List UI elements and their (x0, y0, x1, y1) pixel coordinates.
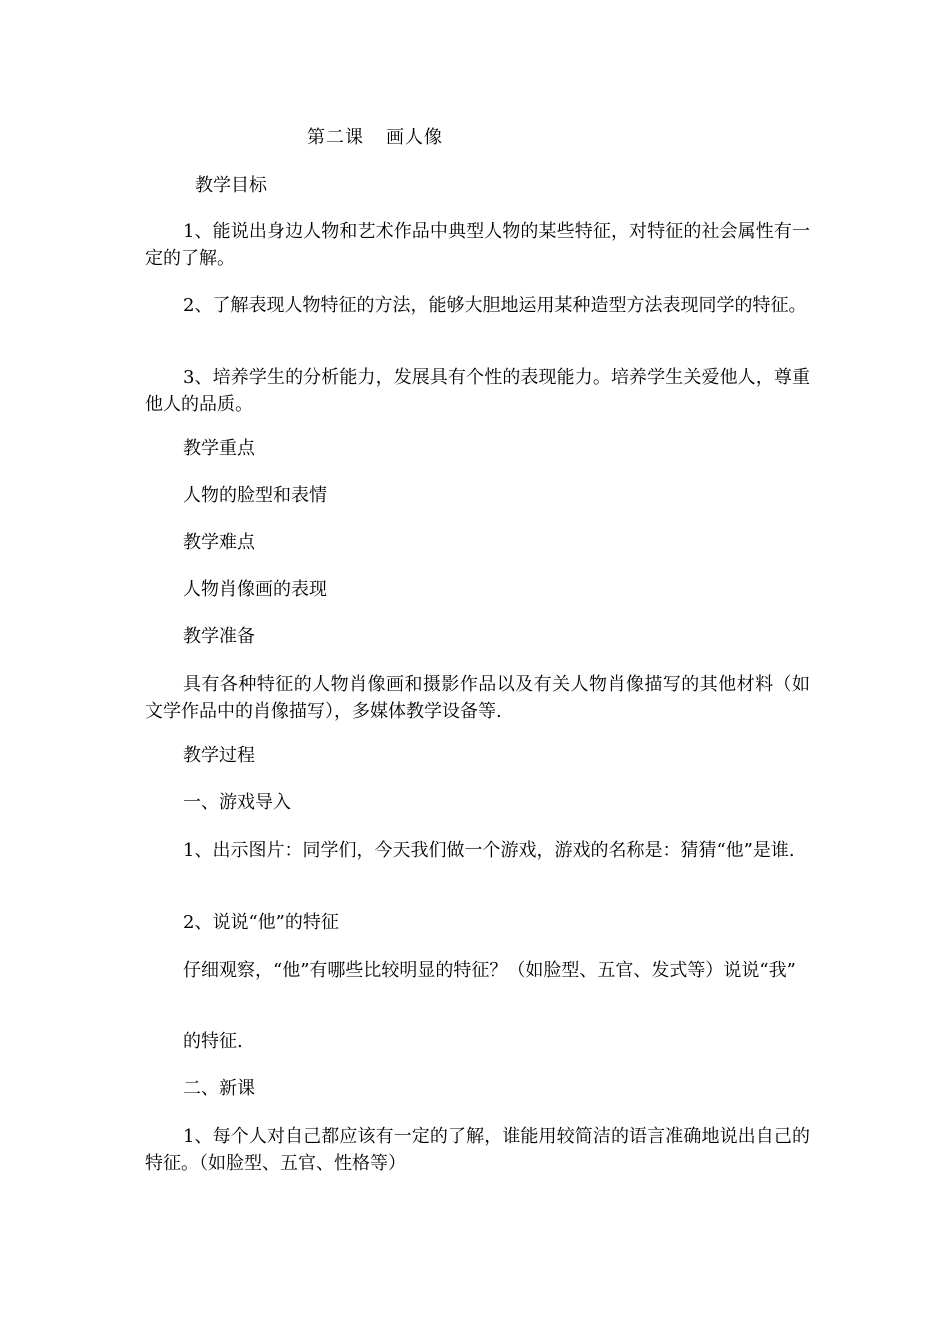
part2-heading: 二、新课 (183, 1078, 255, 1099)
step-2: 2、说说“他”的特征 (183, 912, 339, 933)
step-1: 1、出示图片：同学们，今天我们做一个游戏，游戏的名称是：猜猜“他”是谁. (183, 840, 795, 861)
goal-3: 3、培养学生的分析能力，发展具有个性的表现能力。培养学生关爱他人，尊重他人的品质。 (145, 367, 810, 415)
goal-2: 2、了解表现人物特征的方法，能够大胆地运用某种造型方法表现同学的特征。 (183, 295, 807, 316)
key-heading: 教学重点 (183, 438, 255, 459)
goal-1: 1、能说出身边人物和艺术作品中典型人物的某些特征，对特征的社会属性有一定的了解。 (145, 221, 810, 269)
key-text: 人物的脸型和表情 (183, 485, 327, 506)
prep-heading: 教学准备 (183, 626, 255, 647)
difficulty-heading: 教学难点 (183, 532, 255, 553)
lesson-number: 第二课 (307, 127, 364, 148)
part1-heading: 一、游戏导入 (183, 792, 291, 813)
process-heading: 教学过程 (183, 745, 255, 766)
lesson-name: 画人像 (386, 127, 443, 148)
goals-heading: 教学目标 (195, 175, 267, 196)
difficulty-text: 人物肖像画的表现 (183, 579, 327, 600)
prep-text: 具有各种特征的人物肖像画和摄影作品以及有关人物肖像描写的其他材料（如文学作品中的肖像描写），多媒体教学设备等. (145, 674, 810, 722)
new-lesson-1: 1、每个人对自己都应该有一定的了解，谁能用较简洁的语言准确地说出自己的特征。（如脸型、五官、性格等） (145, 1126, 810, 1174)
page-title (307, 126, 443, 150)
observe-continued: 的特征. (183, 1031, 243, 1052)
observe-text: 仔细观察，“他”有哪些比较明显的特征？（如脸型、五官、发式等）说说“我” (183, 960, 796, 981)
